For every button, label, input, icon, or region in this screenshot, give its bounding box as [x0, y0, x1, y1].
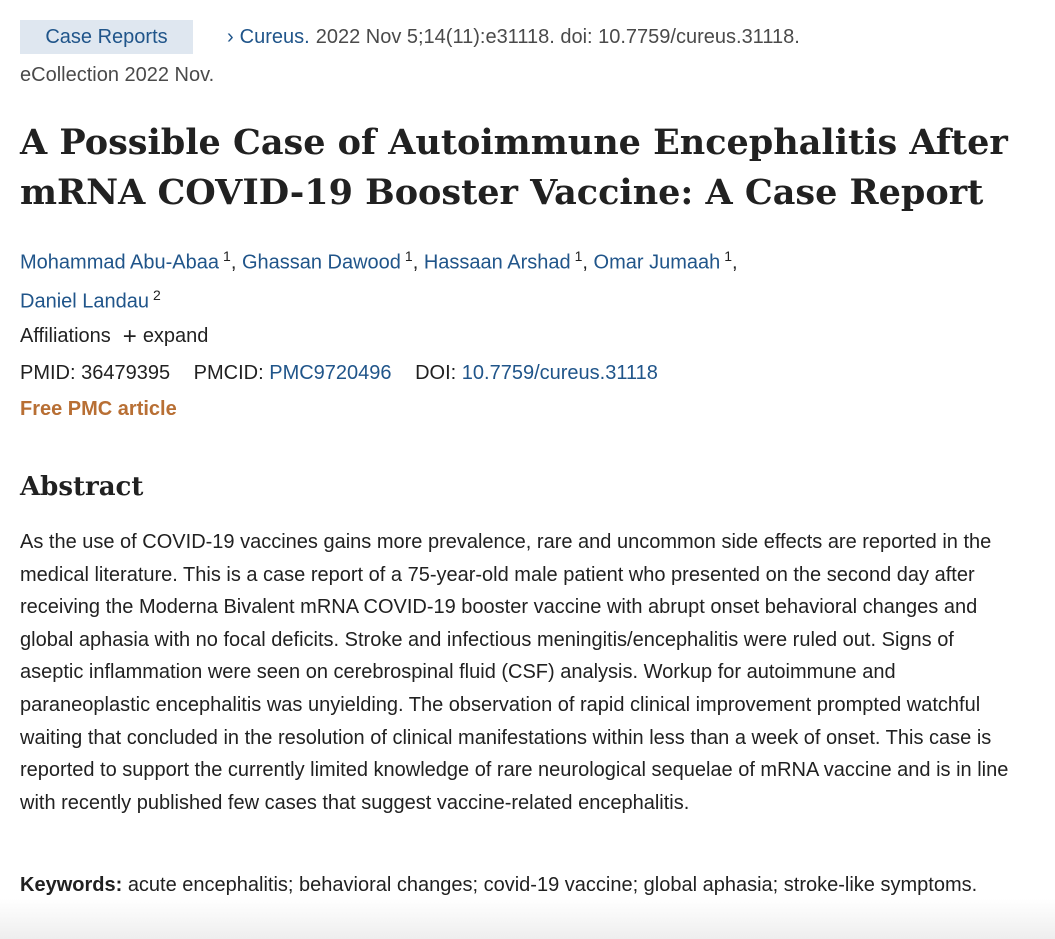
affiliations-toggle[interactable]: [20, 322, 209, 350]
author-link[interactable]: Mohammad Abu-Abaa: [20, 251, 220, 274]
free-pmc-article-label: Free PMC article: [20, 398, 177, 420]
affiliation-number[interactable]: 1: [404, 248, 413, 264]
author-separator: ,: [732, 251, 738, 274]
affiliation-number[interactable]: 1: [724, 248, 733, 264]
affiliation-number[interactable]: 1: [574, 248, 583, 264]
expand-label[interactable]: expand: [142, 325, 209, 347]
citation-text: 2022 Nov 5;14(11):e31118. doi: 10.7759/cureus.31118.: [315, 25, 800, 48]
author-link[interactable]: Ghassan Dawood: [241, 251, 401, 274]
abstract-heading: Abstract: [20, 472, 144, 502]
ecollection-date: eCollection 2022 Nov.: [20, 64, 215, 86]
article-title: [20, 118, 1020, 218]
author-link[interactable]: Omar Jumaah: [593, 251, 721, 274]
affiliation-number[interactable]: 1: [223, 248, 231, 264]
author-separator: ,: [230, 251, 242, 274]
doi-link[interactable]: 10.7759/cureus.31118: [461, 362, 658, 384]
authors-list: [20, 240, 1020, 317]
author-link[interactable]: Daniel Landau: [20, 290, 149, 313]
abstract-text: As the use of COVID-19 vaccines gains more prevalence, rare and uncommon side effects are reported in the medical literature. This is a case report of a 75-year-old male patient who presented on the second day after receiving the Moderna Bivalent mRNA COVID-19 booster vaccine with abrupt onset behavioral changes and global aphasia with no focal deficits. Stroke and infectious meningitis/encephalitis were ruled out. Signs of aseptic inflammation were seen on cerebrospinal fluid (CSF) analysis. Workup for autoimmune and paraneoplastic encephalitis was unyielding. The observation of rapid clinical improvement prompted watchful waiting that concluded in the resolution of clinical manifestations within less than a week of onset. This case is reported to support the currently limited knowledge of rare neurological sequelae of mRNA vaccine and is in line with recently published few cases that suggest vaccine-related encephalitis.: [20, 531, 1009, 814]
keywords: [20, 870, 1020, 901]
pmcid-label: PMCID:: [193, 362, 264, 384]
affiliations-label: Affiliations: [20, 325, 111, 347]
keywords-label: Keywords:: [20, 874, 123, 896]
article-title-line-2: mRNA COVID-19 Booster Vaccine: A Case Report: [20, 172, 984, 213]
bottom-fade: [0, 899, 1055, 939]
affiliation-number[interactable]: 2: [153, 286, 161, 303]
doi-label: DOI:: [415, 362, 457, 384]
author-separator: ,: [412, 251, 424, 274]
chevron-right-icon: ›: [227, 25, 234, 48]
pmcid-link[interactable]: PMC9720496: [269, 362, 392, 384]
author-link[interactable]: Hassaan Arshad: [423, 251, 571, 274]
citation-line: [20, 20, 800, 54]
article-title-line-1: A Possible Case of Autoimmune Encephalitis After: [20, 122, 1008, 163]
journal-link[interactable]: Cureus.: [239, 25, 310, 48]
plus-icon[interactable]: +: [122, 322, 137, 350]
article-identifiers: [20, 362, 658, 385]
article-type-badge[interactable]: Case Reports: [20, 20, 193, 54]
keywords-text: acute encephalitis; behavioral changes; covid-19 vaccine; global aphasia; stroke-like symptoms.: [127, 874, 978, 896]
pmid-label: PMID:: [20, 362, 76, 384]
author-separator: ,: [582, 251, 594, 274]
pmid-value: 36479395: [81, 362, 171, 384]
